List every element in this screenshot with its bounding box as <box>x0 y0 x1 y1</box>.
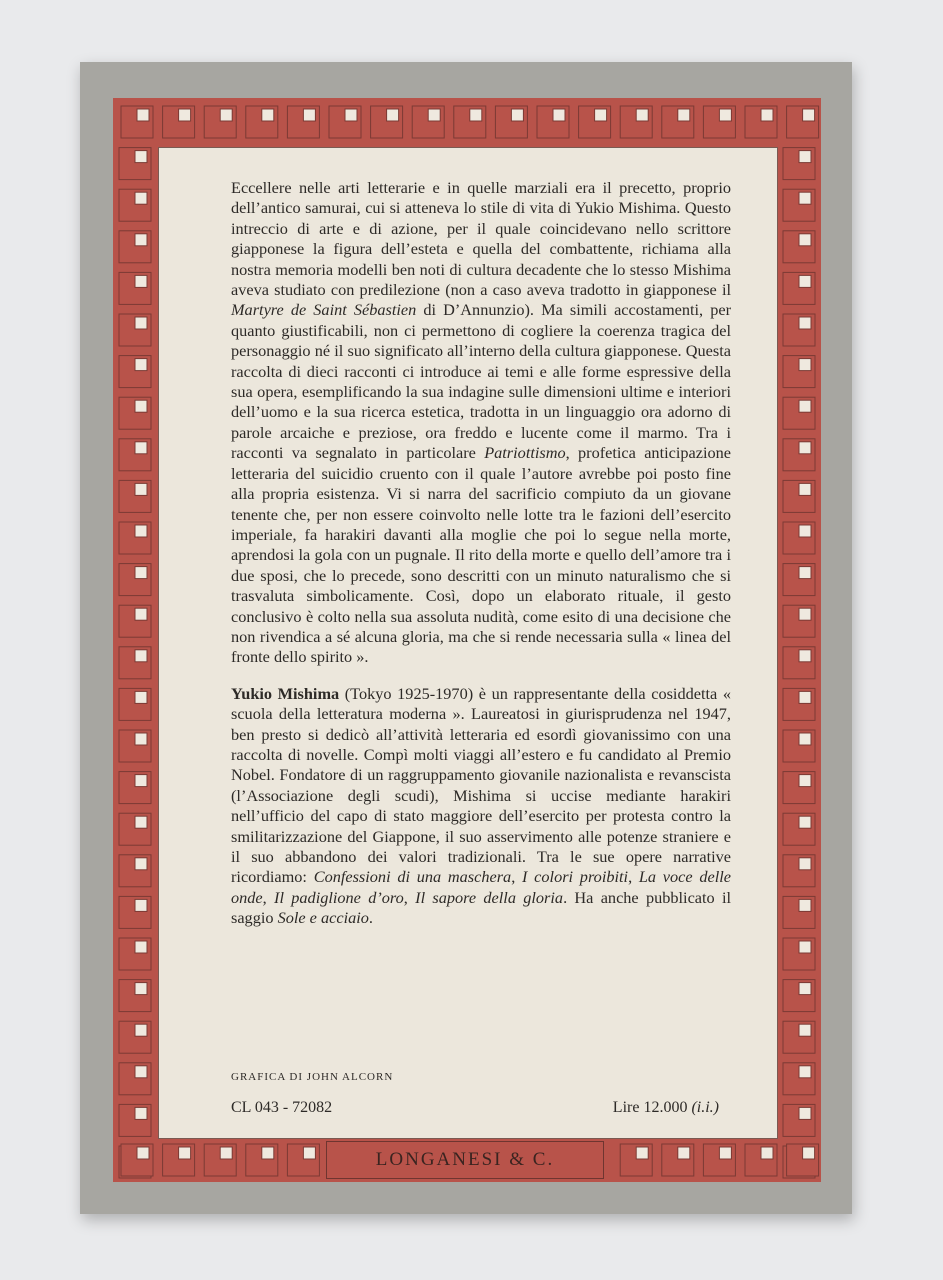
border-tile <box>783 439 815 471</box>
border-tile <box>121 106 153 138</box>
design-credit: GRAFICA DI JOHN ALCORN <box>231 1071 394 1083</box>
border-tile <box>246 1144 278 1176</box>
border-tile <box>119 647 151 679</box>
border-tile <box>620 106 652 138</box>
border-tile <box>495 106 527 138</box>
body-text <box>231 178 731 929</box>
publisher-logo: LONGANESI & C. <box>326 1141 604 1179</box>
border-tile <box>783 688 815 720</box>
border-tile <box>783 730 815 762</box>
border-tile <box>119 938 151 970</box>
blurb-paragraph: Eccellere nelle arti letterarie e in quelle marziali era il precetto, proprio dell’antico samurai, cui si atteneva lo stile di vita di Yukio Mishima. Questo intreccio di arte e di azione, per il quale coincidevano nello scrittore giapponese la figura dell’esteta e quella del combattente, richiama alla nostra memoria modelli ben noti di cultura decadente che lo stesso Mishima aveva studiato con predilezione (non a caso aveva tradotto in giapponese il Martyre de Saint Sébastien di D’Annunzio). Ma simili accostamenti, per quanto giustificabili, non ci permettono di cogliere la coerenza tragica del personaggio né il suo significato all’interno della cultura giapponese. Questa raccolta di dieci racconti ci introduce ai temi e alle forme espressive della sua opera, esemplificando la sua indagine sulle dimensioni ultime e interiori dell’uomo e la sua ricerca estetica, tradotta in un linguaggio ora adorno di parole arcaiche e preziose, ora freddo e lucente come il marmo. Tra i racconti va segnalato in particolare Patriottismo, profetica anticipazione letteraria del suicidio cruento con il quale l’autore avrebbe poi posto fine alla propria esistenza. Vi si narra del sacrificio compiuto da un giovane tenente che, per non essere coinvolto nelle lotte tra le fazioni dell’esercito imperiale, fa harakiri davanti alla moglie che poi lo segue nella morte, aprendosi la gola con un pugnale. Il rito della morte e quello dell’amore tra i due sposi, che lo precede, sono descritti con un minuto naturalismo che si trasvaluta simbolicamente. Così, dopo un elaborato rituale, il gesto conclusivo è colto nella sua assoluta nudità, come esito di una decisione che non rivendica a sé alcuna gloria, ma che si rende necessaria sulla « linea del fronte dello spirito ». <box>231 178 731 667</box>
border-tile <box>119 896 151 928</box>
price-label: Lire 12.000 <box>612 1099 688 1116</box>
border-tile <box>783 855 815 887</box>
border-tile <box>787 106 819 138</box>
border-tile <box>703 1144 735 1176</box>
border-tile <box>119 189 151 221</box>
border-tile <box>783 896 815 928</box>
border-tile <box>620 1144 652 1176</box>
border-tile <box>246 106 278 138</box>
border-tile <box>783 189 815 221</box>
border-tile <box>119 980 151 1012</box>
border-tile <box>119 397 151 429</box>
border-tile <box>703 106 735 138</box>
border-tile <box>579 106 611 138</box>
border-tile <box>119 1063 151 1095</box>
border-tile <box>119 356 151 388</box>
border-tile <box>119 1104 151 1136</box>
border-tile <box>783 148 815 180</box>
border-tile <box>119 522 151 554</box>
border-tile <box>783 1063 815 1095</box>
border-tile <box>287 1144 319 1176</box>
price <box>613 1099 719 1117</box>
border-tile <box>371 106 403 138</box>
border-tile <box>783 772 815 804</box>
border-tile <box>783 647 815 679</box>
border-tile <box>787 1144 819 1176</box>
border-tile <box>783 480 815 512</box>
border-tile <box>163 106 195 138</box>
border-tile <box>119 855 151 887</box>
border-tile <box>119 564 151 596</box>
border-tile <box>745 106 777 138</box>
border-tile <box>783 980 815 1012</box>
border-tile <box>119 605 151 637</box>
border-tile <box>412 106 444 138</box>
border-tile <box>119 813 151 845</box>
border-tile <box>783 564 815 596</box>
border-tile <box>119 148 151 180</box>
border-tile <box>783 938 815 970</box>
border-tile <box>745 1144 777 1176</box>
border-tile <box>119 231 151 263</box>
border-tile <box>783 605 815 637</box>
border-tile <box>119 439 151 471</box>
border-tile <box>783 1021 815 1053</box>
border-tile <box>121 1144 153 1176</box>
text-panel <box>158 147 778 1139</box>
catalog-code: CL 043 - 72082 <box>231 1099 333 1116</box>
border-tile <box>783 522 815 554</box>
border-tile <box>783 397 815 429</box>
border-tile <box>783 356 815 388</box>
border-tile <box>119 772 151 804</box>
border-tile <box>537 106 569 138</box>
border-tile <box>662 106 694 138</box>
border-tile <box>119 1021 151 1053</box>
border-tile <box>783 272 815 304</box>
border-tile <box>119 480 151 512</box>
border-tile <box>119 272 151 304</box>
border-tile <box>119 314 151 346</box>
author-bio-paragraph: Yukio Mishima (Tokyo 1925-1970) è un rappresentante della cosiddetta « scuola della letteratura moderna ». Laureatosi in giurisprudenza nel 1947, ben presto si dedicò all’attività letteraria ed esordì giovanissimo con una raccolta di novelle. Compì molti viaggi all’estero e fu candidato al Premio Nobel. Fondatore di un raggruppamento giovanile nazionalista e revanscista (l’Associazione degli scudi), Mishima si uccise mediante harakiri nell’ufficio del capo di stato maggiore dell’esercito per protesta contro la smilitarizzazione del Giappone, il suo asservimento alle potenze straniere e il suo abbandono dei valori tradizionali. Tra le sue opere narrative ricordiamo: Confessioni di una maschera, I colori proibiti, La voce delle onde, Il padiglione d’oro, Il sapore della gloria. Ha anche pubblicato il saggio Sole e acciaio. <box>231 683 732 928</box>
border-tile <box>287 106 319 138</box>
border-tile <box>119 730 151 762</box>
border-tile <box>329 106 361 138</box>
border-tile <box>204 106 236 138</box>
border-tile <box>662 1144 694 1176</box>
border-tile <box>163 1144 195 1176</box>
border-tile <box>783 813 815 845</box>
price-suffix: (i.i.) <box>691 1099 719 1116</box>
border-tile <box>783 1104 815 1136</box>
border-tile <box>783 231 815 263</box>
border-tile <box>204 1144 236 1176</box>
border-tile <box>119 688 151 720</box>
border-tile <box>783 314 815 346</box>
border-tile <box>454 106 486 138</box>
